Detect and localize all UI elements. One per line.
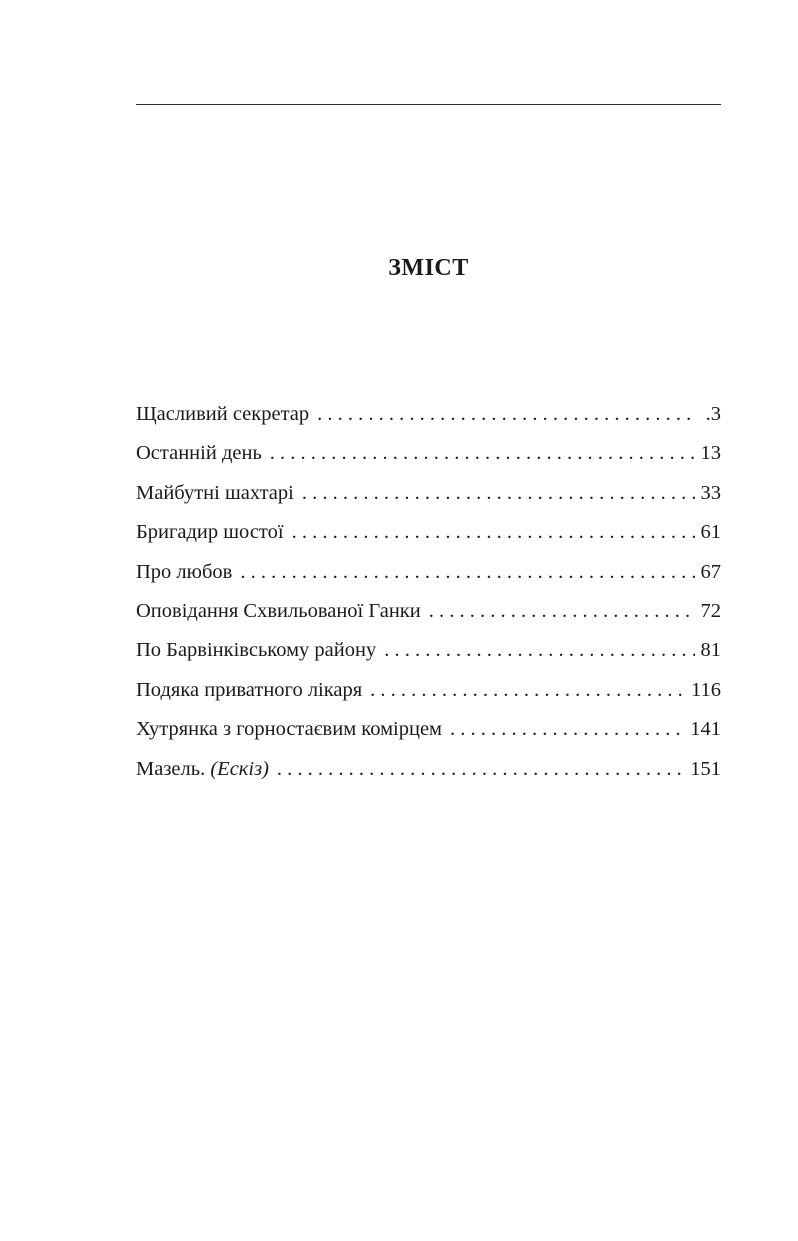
- toc-entry-page: 151: [690, 757, 721, 780]
- dot-leader: [302, 477, 695, 509]
- dot-leader: [429, 595, 695, 627]
- toc-entry-title-italic: (Ескіз): [210, 757, 269, 780]
- toc-entry-page: 72: [700, 599, 721, 622]
- toc-entry[interactable]: [136, 595, 721, 634]
- toc-entry-title: [136, 753, 269, 785]
- toc-entry-page: 67: [700, 560, 721, 583]
- dot-leader: [317, 398, 695, 430]
- toc-entry-page: 33: [700, 481, 721, 504]
- toc-entry-title-main: Мазель.: [136, 757, 206, 780]
- dot-leader: [270, 437, 695, 469]
- dot-leader: [450, 713, 686, 745]
- toc-entry-page: 141: [690, 718, 721, 741]
- toc-entry[interactable]: [136, 674, 721, 713]
- toc-entry-page: 61: [700, 521, 721, 544]
- toc-entry-title: Бригадир шостої: [136, 521, 284, 544]
- toc-entry[interactable]: [136, 556, 721, 595]
- toc-entry[interactable]: [136, 398, 721, 437]
- toc-entry-title: Подяка приватного лікаря: [136, 678, 363, 701]
- toc-entry[interactable]: [136, 753, 721, 792]
- dot-leader: [240, 556, 695, 588]
- dot-leader: [384, 634, 695, 666]
- toc-entry-title: Останній день: [136, 442, 262, 465]
- toc-entry-page: .3: [705, 403, 721, 425]
- toc-entry[interactable]: [136, 477, 721, 516]
- dot-leader: [277, 753, 686, 785]
- dot-leader: [292, 516, 695, 548]
- toc-entry[interactable]: [136, 713, 721, 752]
- toc-entry[interactable]: [136, 516, 721, 555]
- dot-leader: [370, 674, 687, 706]
- toc-entry-title: Щасливий секретар: [136, 403, 310, 425]
- toc-entry-page: 81: [700, 639, 721, 662]
- toc-entry-page: 116: [691, 678, 721, 701]
- toc-entry-title: Оповідання Схвильованої Ганки: [136, 599, 421, 622]
- toc-entry[interactable]: [136, 437, 721, 476]
- toc-heading: ЗМІСТ: [388, 255, 469, 281]
- toc-entry[interactable]: [136, 634, 721, 673]
- toc-entry-title: Про любов: [136, 560, 233, 583]
- header-rule: [136, 104, 721, 105]
- toc-entry-title: Хутрянка з горностаєвим комірцем: [136, 718, 443, 741]
- toc-entry-page: 13: [700, 442, 721, 465]
- toc-entry-title: Майбутні шахтарі: [136, 481, 294, 504]
- table-of-contents: [136, 398, 721, 792]
- toc-entry-title: По Барвінківському району: [136, 639, 377, 662]
